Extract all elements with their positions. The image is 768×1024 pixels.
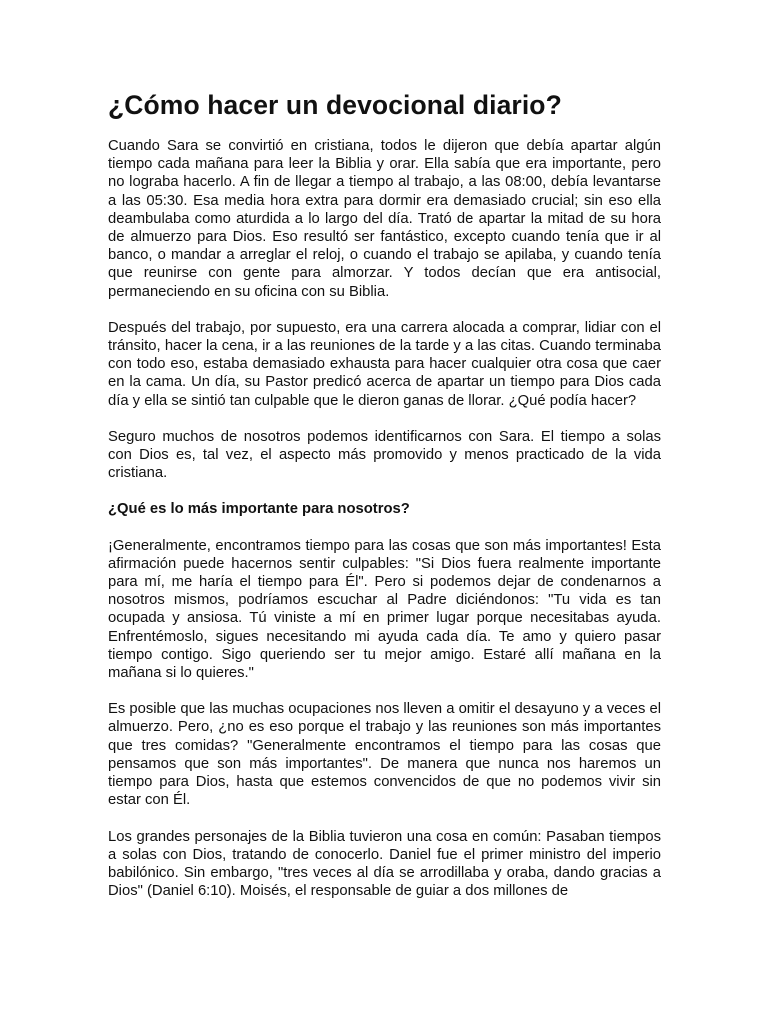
- paragraph-4: ¡Generalmente, encontramos tiempo para las cosas que son más importantes! Esta afirmación puede hacernos sentir culpables: "Si Dios fuera realmente importante para mí, me haría el tiempo para Él". Pero si podemos dejar de condenarnos a nosotros mismos, podríamos escuchar al Padre diciéndonos: "Tu vida es tan ocupada y ansiosa. Tú viniste a mí en primer lugar porque necesitabas ayuda. Enfrentémoslo, sigues necesitando mi ayuda cada día. Te amo y quiero pasar tiempo contigo. Sigo queriendo ser tu mejor amigo. Estaré allí mañana en la mañana si lo quieres.": [108, 537, 661, 682]
- section-heading: ¿Qué es lo más importante para nosotros?: [108, 501, 410, 518]
- paragraph-6: Los grandes personajes de la Biblia tuvieron una cosa en común: Pasaban tiempos a solas con Dios, tratando de conocerlo. Daniel fue el primer ministro del imperio babilónico. Sin embargo, "tres veces al día se arrodillaba y oraba, dando gracias a Dios" (Daniel 6:10). Moisés, el responsable de guiar a dos millones de: [108, 828, 661, 900]
- paragraph-2: Después del trabajo, por supuesto, era una carrera alocada a comprar, lidiar con el tránsito, hacer la cena, ir a las reuniones de la tarde y a las citas. Cuando terminaba con todo eso, estaba demasiado exhausta para hacer cualquier otra cosa que caer en la cama. Un día, su Pastor predicó acerca de apartar un tiempo para Dios cada día y ella se sintió tan culpable que le dieron ganas de llorar. ¿Qué podía hacer?: [108, 319, 661, 409]
- paragraph-1: Cuando Sara se convirtió en cristiana, todos le dijeron que debía apartar algún tiempo cada mañana para leer la Biblia y orar. Ella sabía que era importante, pero no lograba hacerlo. A fin de llegar a tiempo al trabajo, a las 08:00, debía levantarse a las 05:30. Esa media hora extra para dormir era demasiado crucial; sin eso ella deambulaba como aturdida a lo largo del día. Trató de apartar la mitad de su hora de almuerzo para Dios. Eso resultó ser fantástico, excepto cuando tenía que ir al banco, o mandar a arreglar el reloj, o cuando el trabajo se apilaba, y cuando tenía que reunirse con gente para almorzar. Y todos decían que era antisocial, permaneciendo en su oficina con su Biblia.: [108, 138, 661, 300]
- page-title: ¿Cómo hacer un devocional diario?: [108, 90, 562, 120]
- paragraph-5: Es posible que las muchas ocupaciones nos lleven a omitir el desayuno y a veces el almuerzo. Pero, ¿no es eso porque el trabajo y las reuniones son más importantes que tres comidas? "Generalmente encontramos el tiempo para las cosas que pensamos que son más importantes". De manera que nunca nos haremos un tiempo para Dios, hasta que estemos convencidos de que no podemos vivir sin estar con Él.: [108, 701, 661, 809]
- paragraph-3: Seguro muchos de nosotros podemos identificarnos con Sara. El tiempo a solas con Dios es, tal vez, el aspecto más promovido y menos practicado de la vida cristiana.: [108, 428, 661, 482]
- document-body: [108, 88, 661, 918]
